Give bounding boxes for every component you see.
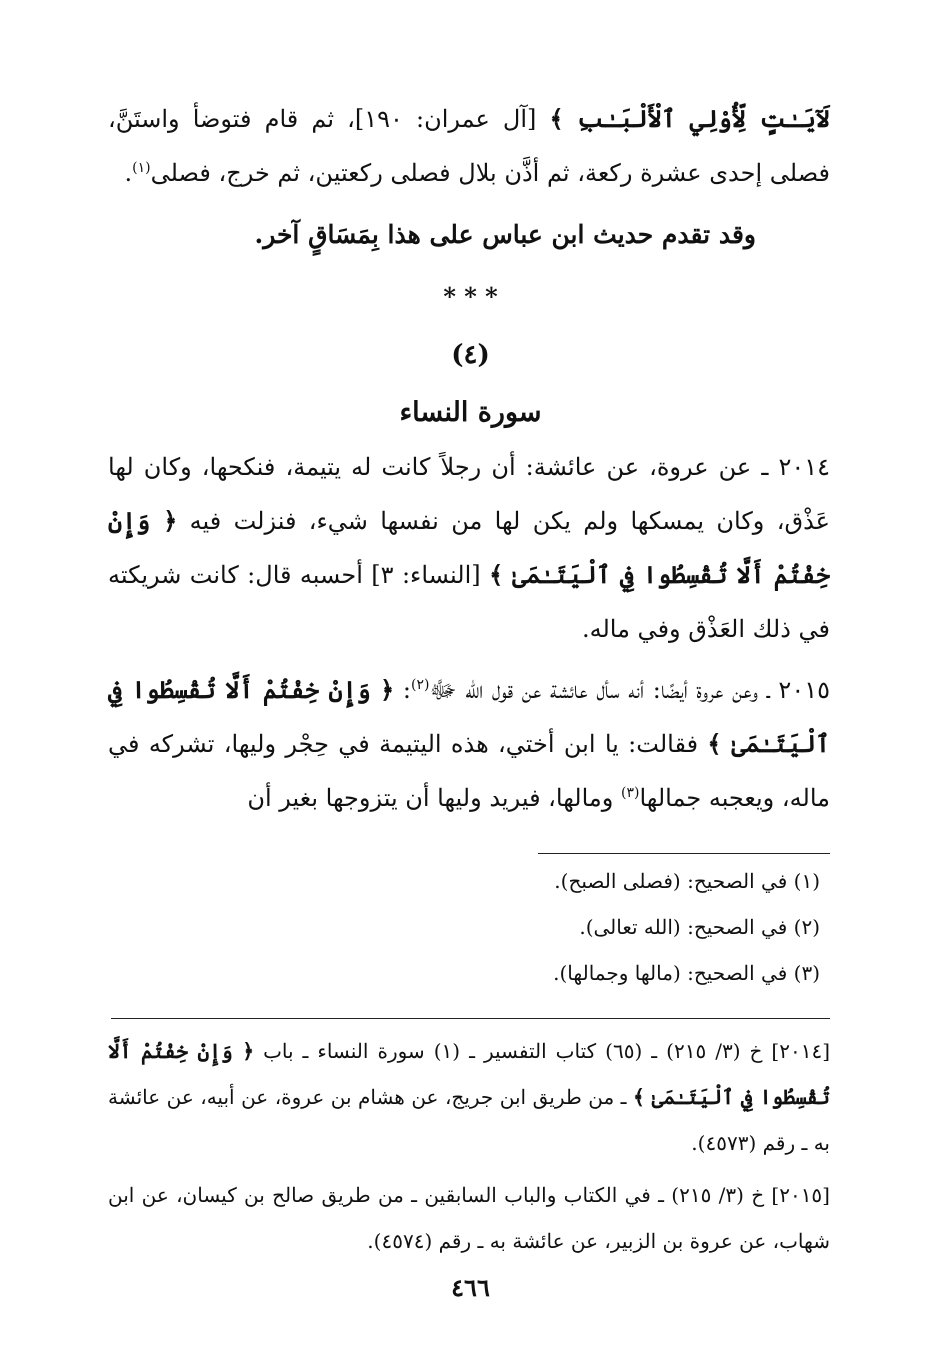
source-text: ـ من طريق ابن جريج، عن هشام بن عروة، عن أبيه، عن عائشة به ـ رقم (٤٥٧٣). [108, 1085, 830, 1155]
source-2015: [٢٠١٥] خ (٣/ ٢١٥) ـ في الكتاب والباب السابقين ـ من طريق صالح بن كيسان، عن ابن شهاب، عن عروة بن الزبير، عن عائشة به ـ رقم (٤٥٧٤). [108, 1183, 830, 1253]
source-text: [٢٠١٤] خ (٣/ ٢١٥) ـ (٦٥) كتاب التفسير ـ (١) سورة النساء ـ باب [263, 1039, 831, 1063]
quran-verse: ﴿ وَإِنْ خِفْتُمْ أَلَّا تُقْسِطُوا فِي ٱلْيَتَـٰمَىٰ ﴾ [108, 1039, 831, 1109]
quran-verse: ﴿ وَإِنْ خِفْتُمْ أَلَّا تُقْسِطُوا فِي ٱلْيَتَـٰمَىٰ ﴾ [108, 675, 830, 758]
bold-note-line: وقد تقدم حديث ابن عباس على هذا بِمَسَاقٍ آخر. [254, 220, 756, 249]
hadith-text: ٢٠١٥ ـ وعن عروة أيضًا: أنه سأل عائشة عن قول الله ﷻ [429, 676, 830, 704]
sources-divider [111, 1018, 830, 1019]
footnote-marker: (١) [132, 160, 151, 176]
hadith-2014 [108, 440, 830, 656]
hadith-text: [النساء: ٣] أحسبه قال: كانت شريكته في ذلك العَذْق وفي ماله. [108, 561, 830, 643]
section-separator: * * * [443, 282, 498, 311]
section-title: سورة النساء [399, 397, 542, 428]
footnote-divider [538, 853, 830, 854]
hadith-text: ٢٠١٤ ـ عن عروة، عن عائشة: أن رجلاً كانت له يتيمة، فنكحها، وكان لها عَذْق، وكان يمسكها ولم يكن لها من نفسها شيء، فنزلت فيه [108, 453, 830, 535]
quran-verse-ending: لَآيَـٰتٍ لِّأُوْلِي ٱلْأَلْبَـٰبِ ﴾ [549, 104, 830, 133]
footnote-marker: (٣) [621, 785, 640, 801]
top-paragraph: لَآيَـٰتٍ لِّأُوْلِي ٱلْأَلْبَـٰبِ ﴾ [آل عمران: ١٩٠]، ثم قام فتوضأ واستَنَّ، فصلى إحدى عشرة ركعة، ثم أذَّن بلال فصلى ركعتين، ثم خرج، فصلى$^{(١)}$. [108, 104, 830, 187]
footnote-2: (٢) في الصحيح: (الله تعالى). [579, 915, 820, 939]
hadith-text: فقالت: يا ابن أختي، هذه اليتيمة في حِجْر وليها، تشركه في ماله، ويعجبه جمالها [108, 730, 830, 812]
footnote-1: (١) في الصحيح: (فصلى الصبح). [554, 869, 820, 893]
paragraph-text: [آل عمران: ١٩٠]، ثم قام فتوضأ واستَنَّ، فصلى إحدى عشرة ركعة، ثم أذَّن بلال فصلى ركعتين، ثم خرج، فصلى [108, 105, 830, 187]
quran-verse: ﴿ وَإِنْ خِفْتُمْ أَلَّا تُقْسِطُوا فِي ٱلْيَتَـٰمَىٰ ﴾ [108, 506, 831, 589]
footnote-3: (٣) في الصحيح: (مالها وجمالها). [553, 961, 820, 985]
footnote-marker: (٢) [411, 677, 430, 693]
page-number: ٤٦٦ [451, 1273, 490, 1302]
hadith-text: ومالها، فيريد وليها أن يتزوجها بغير أن [247, 784, 614, 812]
source-2014 [108, 1028, 830, 1166]
section-number: (٤) [451, 340, 490, 370]
hadith-2015: ٢٠١٥ ـ وعن عروة أيضًا: أنه سأل عائشة عن قول الله ﷻ$^{(٢)}$: ﴿ وَإِنْ خِفْتُمْ أَلَّا تُقْسِطُوا فِي ٱلْيَتَـٰمَىٰ ﴾ فقالت: يا ابن أختي، هذه اليتيمة في حِجْر وليها، تشركه في ماله، ويعجبه جمالها$^{(٣)}$ ومالها، فيريد وليها أن يتزوجها بغير أن [108, 675, 830, 812]
